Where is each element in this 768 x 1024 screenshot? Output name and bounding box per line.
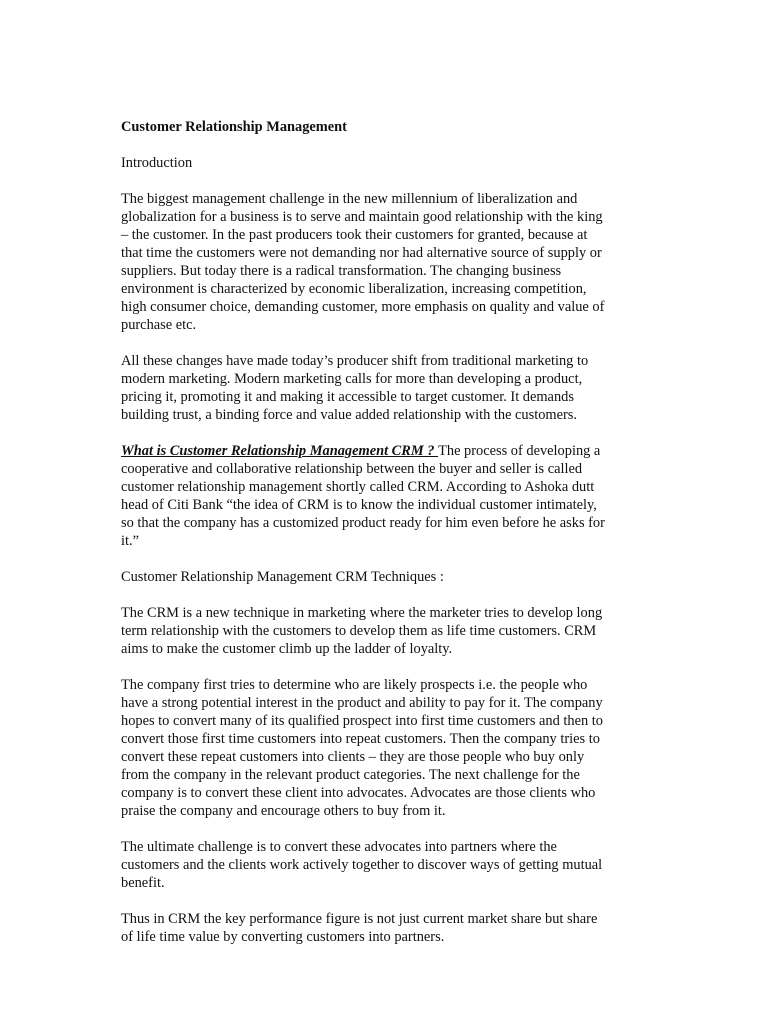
text-line: – the customer. In the past producers took their customers for granted, because at: [121, 227, 588, 243]
text-line: hopes to convert many of its qualified prospect into first time customers and then to: [121, 713, 603, 729]
text-line: head of Citi Bank “the idea of CRM is to know the individual customer intimately,: [121, 497, 597, 513]
document-page: [121, 118, 651, 964]
text-line: purchase etc.: [121, 317, 197, 333]
text-line: globalization for a business is to serve and maintain good relationship with the king: [121, 209, 603, 225]
paragraph-5: [121, 676, 651, 820]
text-line: high consumer choice, demanding customer, more emphasis on quality and value of: [121, 299, 605, 315]
crm-question-heading: What is Customer Relationship Management CRM ?: [121, 443, 439, 459]
text-line: customer relationship management shortly called CRM. According to Ashoka dutt: [121, 479, 595, 495]
text-line: customers and the clients work actively together to discover ways of getting mutual: [121, 857, 603, 873]
text-line: Thus in CRM the key performance figure is not just current market share but share: [121, 911, 598, 927]
text-line: have a strong potential interest in the product and ability to pay for it. The company: [121, 695, 603, 711]
text-line: suppliers. But today there is a radical transformation. The changing business: [121, 263, 562, 279]
paragraph-3: [121, 442, 651, 550]
text-line: The biggest management challenge in the new millennium of liberalization and: [121, 191, 578, 207]
text-line: so that the company has a customized product ready for him even before he asks for: [121, 515, 605, 531]
paragraph-7: [121, 910, 651, 946]
text-line: environment is characterized by economic liberalization, increasing competition,: [121, 281, 587, 297]
text-line: from the company in the relevant product categories. The next challenge for the: [121, 767, 580, 783]
text-line: cooperative and collaborative relationship between the buyer and seller is called: [121, 461, 583, 477]
document-title: Customer Relationship Management: [121, 119, 347, 135]
text-line: building trust, a binding force and value added relationship with the customers.: [121, 407, 577, 423]
text-line: benefit.: [121, 875, 165, 891]
text-line: praise the company and encourage others to buy from it.: [121, 803, 446, 819]
text-line: that time the customers were not demanding nor had alternative source of supply or: [121, 245, 602, 261]
text-line: it.”: [121, 533, 139, 549]
text-line: term relationship with the customers to develop them as life time customers. CRM: [121, 623, 597, 639]
intro-heading: Introduction: [121, 155, 193, 171]
text-line: pricing it, promoting it and making it accessible to target customer. It demands: [121, 389, 574, 405]
text-line: modern marketing. Modern marketing calls for more than developing a product,: [121, 371, 583, 387]
text-line: All these changes have made today’s producer shift from traditional marketing to: [121, 353, 589, 369]
text-fragment: The process of developing a: [438, 443, 601, 459]
text-line: The company first tries to determine who are likely prospects i.e. the people who: [121, 677, 588, 693]
text-line: of life time value by converting customers into partners.: [121, 929, 445, 945]
paragraph-6: [121, 838, 651, 892]
text-line: [121, 442, 651, 460]
text-line: The ultimate challenge is to convert these advocates into partners where the: [121, 839, 557, 855]
paragraph-1: [121, 190, 651, 334]
paragraph-2: [121, 352, 651, 424]
text-line: convert these repeat customers into clients – they are those people who buy only: [121, 749, 585, 765]
text-line: aims to make the customer climb up the ladder of loyalty.: [121, 641, 453, 657]
techniques-heading: Customer Relationship Management CRM Techniques :: [121, 569, 444, 585]
paragraph-4: [121, 604, 651, 658]
text-line: convert those first time customers into repeat customers. Then the company tries to: [121, 731, 600, 747]
text-line: The CRM is a new technique in marketing where the marketer tries to develop long: [121, 605, 603, 621]
text-line: company is to convert these client into advocates. Advocates are those clients who: [121, 785, 596, 801]
